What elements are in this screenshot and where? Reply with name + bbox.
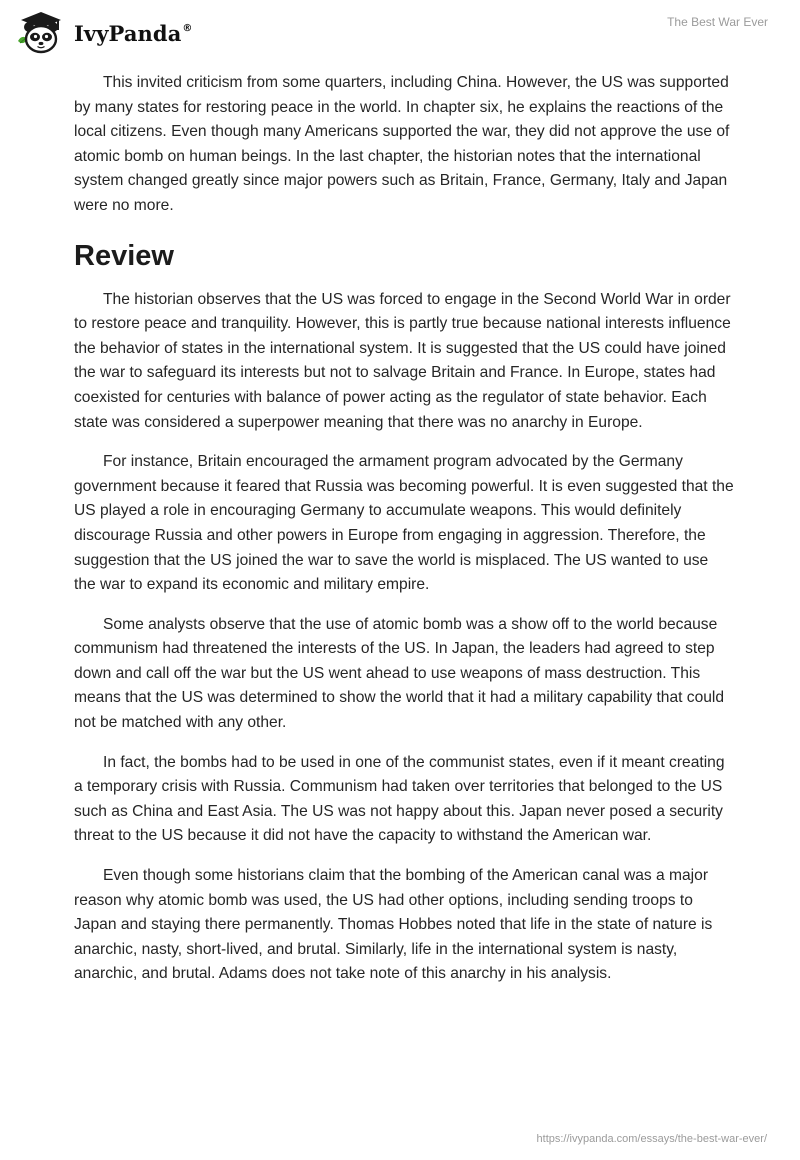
review-paragraph: Even though some historians claim that the bombing of the American canal was a major reason why atomic bomb was used, the US had other options, including sending troops to Japan and staying there permanently. Thomas Hobbes noted that life in the state of nature is anarchic, nasty, short-lived, and brutal. Similarly, life in the international system is nasty, anarchic, and brutal. Adams does not take note of this anarchy in his analysis.	[74, 867, 713, 983]
ivypanda-logo[interactable]	[16, 10, 193, 54]
intro-paragraph: This invited criticism from some quarters, including China. However, the US was supported by many states for restoring peace in the world. In chapter six, he explains the reactions of the local citizens. Even though many Americans supported the war, they did not approve the use of atomic bomb on human beings. In the last chapter, the historian notes that the international system changed greatly since major powers such as Britain, France, Germany, Italy and Japan were no more.	[74, 74, 730, 214]
review-paragraph: Some analysts observe that the use of atomic bomb was a show off to the world because communism had threatened the interests of the US. In Japan, the leaders had agreed to step down and call off the war but the US went ahead to use weapons of mass destruction. This means that the US was determined to show the world that it had a military capability that could not be matched with any other.	[74, 615, 725, 732]
review-paragraph: In fact, the bombs had to be used in one of the communist states, even if it meant creating a temporary crisis with Russia. Communism had taken over territories that belonged to the US such as China and East Asia. The US was not happy about this. Japan never posed a security threat to the US because it did not have the capacity to withstand the American war.	[74, 753, 725, 845]
page-header	[0, 0, 800, 64]
registered-mark: ®	[182, 22, 193, 34]
source-url[interactable]: https://ivypanda.com/essays/the-best-war-ever/	[536, 1133, 767, 1145]
document-title: The Best War Ever	[667, 15, 768, 29]
essay-body	[74, 71, 734, 1002]
review-paragraph: The historian observes that the US was forced to engage in the Second World War in order to restore peace and tranquility. However, this is partly true because national interests influence the behavior of states in the international system. It is suggested that the US could have joined the war to safeguard its interests but not to salvage Britain and France. In Europe, states had coexisted for centuries with balance of power acting as the regulator of state behavior. Each state was considered a superpower meaning that there was no anarchy in Europe.	[74, 290, 731, 431]
review-paragraph: For instance, Britain encouraged the armament program advocated by the Germany government because it feared that Russia was becoming powerful. It is even suggested that the US played a role in encouraging Germany to accumulate weapons. This would definitely discourage Russia and other powers in Europe from engaging in aggression. Therefore, the suggestion that the US joined the war to save the world is misplaced. The US wanted to use the war to expand its economic and military empire.	[74, 453, 734, 594]
brand-name: IvyPanda®	[74, 20, 193, 46]
section-heading-review: Review	[74, 239, 174, 272]
panda-graduate-icon	[16, 10, 66, 54]
